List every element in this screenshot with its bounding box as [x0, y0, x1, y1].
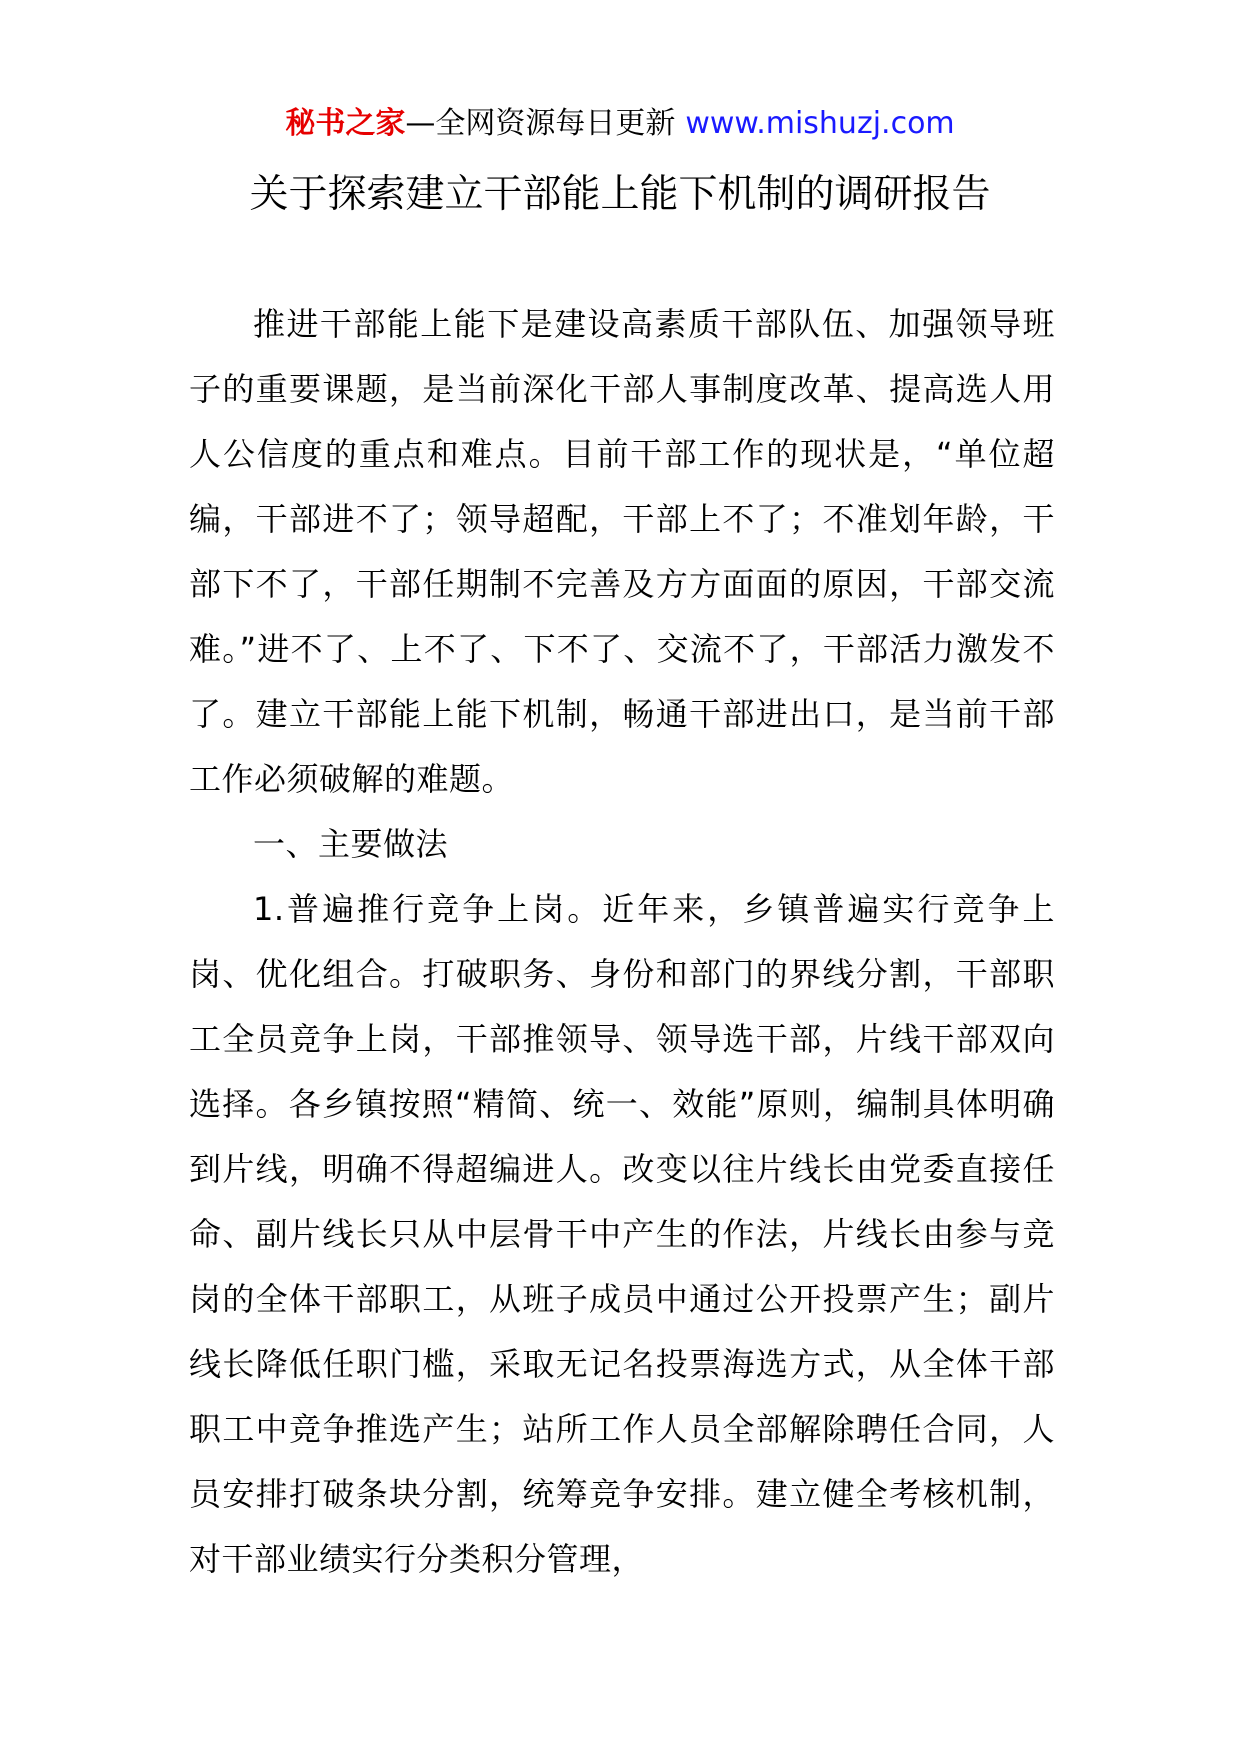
- site-tagline: —全网资源每日更新: [405, 106, 676, 141]
- site-header: [0, 100, 1240, 148]
- document-body: [189, 292, 1055, 1592]
- site-name: 秘书之家: [285, 106, 406, 141]
- body-paragraph: 1.普遍推行竞争上岗。近年来，乡镇普遍实行竞争上岗、优化组合。打破职务、身份和部门的界线分割，干部职工全员竞争上岗，干部推领导、领导选干部，片线干部双向选择。各乡镇按照“精简、统一、效能”原则，编制具体明确到片线，明确不得超编进人。改变以往片线长由党委直接任命、副片线长只从中层骨干中产生的作法，片线长由参与竞岗的全体干部职工，从班子成员中通过公开投票产生；副片线长降低任职门槛，采取无记名投票海选方式，从全体干部职工中竞争推选产生；站所工作人员全部解除聘任合同，人员安排打破条块分割，统筹竞争安排。建立健全考核机制，对干部业绩实行分类积分管理，: [189, 890, 1055, 1578]
- document-title: 关于探索建立干部能上能下机制的调研报告: [249, 172, 991, 217]
- section-heading: 一、主要做法: [253, 825, 449, 863]
- site-url-link[interactable]: www.mishuzj.com: [685, 106, 955, 141]
- intro-paragraph: 推进干部能上能下是建设高素质干部队伍、加强领导班子的重要课题，是当前深化干部人事制度改革、提高选人用人公信度的重点和难点。目前干部工作的现状是，“单位超编，干部进不了；领导超配，干部上不了；不准划年龄，干部下不了，干部任期制不完善及方方面面的原因，干部交流难。”进不了、上不了、下不了、交流不了，干部活力激发不了。建立干部能上能下机制，畅通干部进出口，是当前干部工作必须破解的难题。: [189, 305, 1055, 798]
